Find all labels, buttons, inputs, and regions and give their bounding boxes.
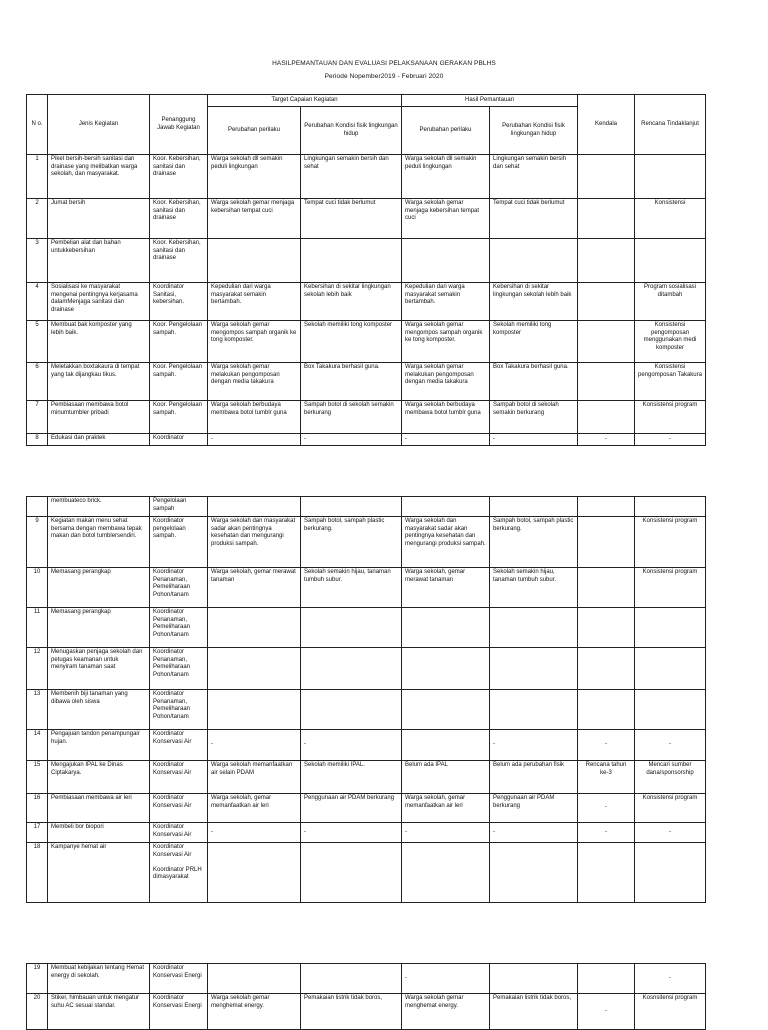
no-cell: 18 (27, 843, 48, 903)
penanggung-jawab-cell: Koordinator Penanaman, Pemeliharaan Pohon/tanam (150, 690, 208, 730)
target-kondisi-cell (301, 690, 402, 730)
penanggung-jawab-cell: Koor. Pengelolaan sampah. (150, 401, 208, 434)
rencana-cell: Mencari sumber dana/sponsorship (635, 761, 706, 794)
rencana-cell: Konsistensi program (635, 568, 706, 608)
hasil-kondisi-cell (490, 843, 578, 903)
target-kondisi-cell: - (301, 823, 402, 843)
jenis-kegiatan-cell: Pembiasaan membawa botol minumtumbler pribadi (48, 401, 150, 434)
target-kondisi-cell (301, 497, 402, 517)
hasil-kondisi-cell (490, 964, 578, 994)
jenis-kegiatan-cell: Membenih biji tanaman yang dibawa oleh siswa (48, 690, 150, 730)
hasil-perilaku-cell: - (402, 964, 490, 994)
target-perilaku-cell: - (208, 434, 301, 446)
hasil-perilaku-cell (402, 239, 490, 283)
jenis-kegiatan-cell: Kegiatan makan menu sehat bersama dengan membawa tepak makan dan botol tumblersendiri. (48, 517, 150, 568)
table-row (27, 823, 706, 843)
jenis-kegiatan-cell: Menugaskan penjaga sekolah dan petugas keamanan untuk menyiram tanaman saat (48, 648, 150, 690)
header-target-kondisi: Perubahan Kondisi fisik lingkungan hidup (301, 107, 402, 155)
hasil-kondisi-cell (490, 648, 578, 690)
target-perilaku-cell: Warga sekolah gemar mengompos sampah organik ke tong komposter. (208, 321, 301, 363)
rencana-cell: Konsistensi (635, 199, 706, 239)
no-cell: 1 (27, 155, 48, 199)
jenis-kegiatan-cell: Membuat bak komposter yang lebih baik. (48, 321, 150, 363)
penanggung-jawab-cell: Koor. Kebersihan, sanitasi dan drainase (150, 199, 208, 239)
no-cell: 9 (27, 517, 48, 568)
header-target-perilaku: Perubahan perilaku (208, 107, 301, 155)
table-row (27, 994, 706, 1030)
hasil-kondisi-cell: - (490, 823, 578, 843)
target-perilaku-cell (208, 648, 301, 690)
kendala-cell (578, 964, 635, 994)
hasil-kondisi-cell: Sampah botol, sampah plastic berkurang. (490, 517, 578, 568)
penanggung-jawab-cell: Koordinator Konservasi Energi (150, 964, 208, 994)
target-kondisi-cell (301, 964, 402, 994)
table-row (27, 964, 706, 994)
kendala-cell: - (578, 794, 635, 823)
table-row (27, 497, 706, 517)
monitoring-table-page-1 (26, 94, 706, 446)
jenis-kegiatan-cell: Memasang perangkap (48, 568, 150, 608)
jenis-kegiatan-cell: membuateco brick. (48, 497, 150, 517)
target-kondisi-cell (301, 239, 402, 283)
target-perilaku-cell (208, 690, 301, 730)
table-row (27, 690, 706, 730)
table-row (27, 730, 706, 761)
no-cell: 16 (27, 794, 48, 823)
table-row (27, 648, 706, 690)
kendala-cell (578, 517, 635, 568)
hasil-perilaku-cell: Belum ada IPAL (402, 761, 490, 794)
penanggung-jawab-cell: Koordinator Konservasi Air (150, 794, 208, 823)
hasil-kondisi-cell (490, 690, 578, 730)
target-kondisi-cell: Penggunaan air PDAM berkurang (301, 794, 402, 823)
target-perilaku-cell (208, 497, 301, 517)
no-cell: 11 (27, 608, 48, 648)
rencana-cell: Konsistensi program (635, 794, 706, 823)
target-kondisi-cell: Kebersihan di sekitar lingkungan sekolah lebih baik (301, 283, 402, 321)
hasil-perilaku-cell (402, 497, 490, 517)
no-cell: 3 (27, 239, 48, 283)
hasil-kondisi-cell: Penggunaan air PDAM berkurang (490, 794, 578, 823)
hasil-perilaku-cell (402, 843, 490, 903)
kendala-cell (578, 283, 635, 321)
target-kondisi-cell: Pemakaian listrik tidak boros, (301, 994, 402, 1030)
hasil-kondisi-cell: - (490, 730, 578, 761)
hasil-kondisi-cell: Sampah botol di sekolah semakin berkurang (490, 401, 578, 434)
header-penanggung-jawab: Penanggung Jawab Kegiatan (150, 95, 208, 155)
penanggung-jawab-cell: Pengelolaan sampah (150, 497, 208, 517)
no-cell: 6 (27, 363, 48, 401)
target-kondisi-cell (301, 648, 402, 690)
no-cell: 15 (27, 761, 48, 794)
hasil-perilaku-cell: Warga sekolah gemar menghemat energy. (402, 994, 490, 1030)
jenis-kegiatan-cell: Pembelian alat dan bahan untukkebersihan (48, 239, 150, 283)
target-perilaku-cell: - (208, 823, 301, 843)
hasil-kondisi-cell: Tempat cuci tidak berlumut (490, 199, 578, 239)
hasil-perilaku-cell: Warga sekolah gemar menjaga kebersihan tempat cuci (402, 199, 490, 239)
hasil-kondisi-cell: Sekolah memiliki tong komposter (490, 321, 578, 363)
jenis-kegiatan-cell: Kampanye hemat air (48, 843, 150, 903)
target-kondisi-cell (301, 608, 402, 648)
table-row (27, 239, 706, 283)
hasil-perilaku-cell: Warga sekolah berbudaya membawa botol tumblr guna (402, 401, 490, 434)
report-title: HASILPEMANTAUAN DAN EVALUASI PELAKSANAAN GERAKAN PBLHS (272, 60, 496, 67)
hasil-perilaku-cell (402, 730, 490, 761)
hasil-kondisi-cell (490, 497, 578, 517)
header-kendala: Kendala (578, 95, 635, 155)
rencana-cell: Konsistensi pengomposan Takakura (635, 363, 706, 401)
hasil-kondisi-cell: Sekolah semakin hijau, tanaman tumbuh subur. (490, 568, 578, 608)
no-cell: 20 (27, 994, 48, 1030)
penanggung-jawab-cell: Koor. Pengelolaan sampah. (150, 321, 208, 363)
penanggung-jawab-cell: Koordinator Konservasi Air (150, 730, 208, 761)
table-row (27, 517, 706, 568)
hasil-perilaku-cell: Warga sekolah, gemar memanfaatkan air leri (402, 794, 490, 823)
target-perilaku-cell: Warga sekolah dan masyarakat sadar akan pentingnya kesehatan dan mengurangi produksi sampah. (208, 517, 301, 568)
hasil-kondisi-cell (490, 608, 578, 648)
kendala-cell (578, 321, 635, 363)
hasil-perilaku-cell: Warga sekolah gemar melakukan pengomposan dengan media takakura (402, 363, 490, 401)
kendala-cell (578, 401, 635, 434)
no-cell: 14 (27, 730, 48, 761)
rencana-cell: - (635, 823, 706, 843)
kendala-cell: - (578, 994, 635, 1030)
target-perilaku-cell: Kepedulian dari warga masyarakat semakin bertambah. (208, 283, 301, 321)
target-perilaku-cell: Warga sekolah memanfaatkan air selain PDAM (208, 761, 301, 794)
kendala-cell (578, 690, 635, 730)
rencana-cell (635, 843, 706, 903)
hasil-perilaku-cell (402, 690, 490, 730)
jenis-kegiatan-cell: Membuat kebijakan tentang Hemat energy di sekolah. (48, 964, 150, 994)
kendala-cell (578, 568, 635, 608)
jenis-kegiatan-cell: Meletakkan boxtakaura di tempat yang tak dijangkau tikus. (48, 363, 150, 401)
no-cell: 7 (27, 401, 48, 434)
penanggung-jawab-cell: Koordinator Sanitasi, kebersihan. (150, 283, 208, 321)
rencana-cell: Konsistensi pengomposan menggunakan medi komposter (635, 321, 706, 363)
hasil-perilaku-cell: Warga sekolah, gemar merawat tanaman (402, 568, 490, 608)
target-kondisi-cell: - (301, 730, 402, 761)
table-row (27, 199, 706, 239)
target-perilaku-cell: Warga sekolah berbudaya membawa botol tumblr guna (208, 401, 301, 434)
rencana-cell: Kosnsitensi program (635, 994, 706, 1030)
rencana-cell (635, 608, 706, 648)
kendala-cell (578, 239, 635, 283)
jenis-kegiatan-cell: Edukasi dan praktek (48, 434, 150, 446)
jenis-kegiatan-cell: Pembiasaan membawa air leri (48, 794, 150, 823)
target-kondisi-cell: - (301, 434, 402, 446)
target-perilaku-cell: Warga sekolah gemar menghemat energy. (208, 994, 301, 1030)
rencana-cell: Konsistensi program (635, 517, 706, 568)
header-no: N o. (27, 95, 48, 155)
rencana-cell: Konsistensi program (635, 401, 706, 434)
target-perilaku-cell (208, 964, 301, 994)
target-perilaku-cell: Warga sekolah dll semakin peduli lingkungan (208, 155, 301, 199)
header-hasil-kondisi: Perubahan Kondisi fisik lingkungan hidup (490, 107, 578, 155)
kendala-cell (578, 155, 635, 199)
target-kondisi-cell: Tempat cuci tidak berlumut (301, 199, 402, 239)
header-rencana: Rencana Tindaklanjut (635, 95, 706, 155)
target-perilaku-cell (208, 843, 301, 903)
jenis-kegiatan-cell: Piket bersih-bersih sanitasi dan drainase yang melibatkan warga sekolah, dan masyarakat. (48, 155, 150, 199)
hasil-perilaku-cell: Kepedulian dari warga masyarakat semakin bertambah. (402, 283, 490, 321)
target-perilaku-cell: Warga sekolah gemar menjaga kebersihan tempat cuci (208, 199, 301, 239)
kendala-cell: - (578, 730, 635, 761)
no-cell: 12 (27, 648, 48, 690)
hasil-perilaku-cell: Warga sekolah dll semakin peduli lingkungan (402, 155, 490, 199)
hasil-kondisi-cell (490, 239, 578, 283)
rencana-cell (635, 648, 706, 690)
no-cell: 2 (27, 199, 48, 239)
target-perilaku-cell: Warga sekolah, gemar merawat tanaman (208, 568, 301, 608)
rencana-cell (635, 239, 706, 283)
penanggung-jawab-cell: Koordinator Konservasi Air (150, 823, 208, 843)
target-kondisi-cell: Lingkungan semakin bersih dan sehat (301, 155, 402, 199)
header-hasil-perilaku: Perubahan perilaku (402, 107, 490, 155)
penanggung-jawab-cell: Koordinator Konservasi Air (150, 761, 208, 794)
hasil-perilaku-cell: - (402, 434, 490, 446)
table-row (27, 401, 706, 434)
penanggung-jawab-cell: Koor. Kebersihan, sanitasi dan drainase (150, 155, 208, 199)
table-row (27, 363, 706, 401)
target-perilaku-cell (208, 608, 301, 648)
target-kondisi-cell: Sampah botol di sekolah semakin berkurang (301, 401, 402, 434)
jenis-kegiatan-cell: Memasang perangkap (48, 608, 150, 648)
rencana-cell: Program sosialisasi ditambah (635, 283, 706, 321)
target-kondisi-cell: Sampah botol, sampah plastic berkurang. (301, 517, 402, 568)
penanggung-jawab-cell: Koordinator Konservasi Air Koordinator PRLH dimasyarakat (150, 843, 208, 903)
penanggung-jawab-cell: Koor. Pengelolaan sampah. (150, 363, 208, 401)
jenis-kegiatan-cell: Stiker, himbauan untuk mengatur suhu AC sesuai standar. (48, 994, 150, 1030)
no-cell: 10 (27, 568, 48, 608)
penanggung-jawab-cell: Koordinator pengelolaan sampah. (150, 517, 208, 568)
target-kondisi-cell: Sekolah memiliki IPAL. (301, 761, 402, 794)
rencana-cell (635, 497, 706, 517)
report-period: Periode Nopember2019 - Februari 2020 (324, 73, 444, 80)
target-kondisi-cell: Sekolah semakin hijau, tanaman tumbuh subur. (301, 568, 402, 608)
kendala-cell (578, 648, 635, 690)
hasil-perilaku-cell (402, 648, 490, 690)
header-target-capaian: Target Capaian Kegiatan (208, 95, 402, 107)
hasil-kondisi-cell: - (490, 434, 578, 446)
hasil-perilaku-cell (402, 608, 490, 648)
penanggung-jawab-cell: Koordinator Konservasi Energi (150, 994, 208, 1030)
kendala-cell: - (578, 823, 635, 843)
penanggung-jawab-cell: Koordinator Penanaman, Pemeliharaan Pohon/tanam (150, 568, 208, 608)
hasil-kondisi-cell: Pemakaian listrik tidak boros, (490, 994, 578, 1030)
monitoring-table-page-2 (26, 496, 706, 903)
rencana-cell: - (635, 964, 706, 994)
hasil-kondisi-cell: Belum ada perubahan fisik (490, 761, 578, 794)
hasil-kondisi-cell: Kebersihan di sekitar lingkungan sekolah lebih baik (490, 283, 578, 321)
header-hasil-pemantauan: Hasil Pemantauan (402, 95, 578, 107)
rencana-cell: - (635, 730, 706, 761)
header-jenis-kegiatan: Jenis Kegiatan (48, 95, 150, 155)
jenis-kegiatan-cell: Mengajukan IPAL ke Dinas Ciptakarya. (48, 761, 150, 794)
no-cell: 4 (27, 283, 48, 321)
no-cell: 5 (27, 321, 48, 363)
no-cell: 17 (27, 823, 48, 843)
rencana-cell (635, 690, 706, 730)
jenis-kegiatan-cell: Membeli bor biopori (48, 823, 150, 843)
table-row (27, 608, 706, 648)
table-row (27, 794, 706, 823)
kendala-cell (578, 497, 635, 517)
rencana-cell (635, 155, 706, 199)
target-kondisi-cell (301, 843, 402, 903)
kendala-cell (578, 608, 635, 648)
no-cell: 19 (27, 964, 48, 994)
hasil-perilaku-cell: Warga sekolah dan masyarakat sadar akan pentingnya kesehatan dan mengurangi produksi sampah. (402, 517, 490, 568)
table-row (27, 568, 706, 608)
target-perilaku-cell: - (208, 730, 301, 761)
no-cell: 8 (27, 434, 48, 446)
target-kondisi-cell: Box Takakura berhasil guna. (301, 363, 402, 401)
monitoring-table-page-3 (26, 963, 706, 1030)
penanggung-jawab-cell: Koor. Kebersihan, sanitasi dan drainase (150, 239, 208, 283)
table-row (27, 843, 706, 903)
jenis-kegiatan-cell: Sosialisasi ke masyarakat mengenai pentingnya kerjasama dalamMenjaga sanitasi dan drainase (48, 283, 150, 321)
table-row (27, 761, 706, 794)
kendala-cell: - (578, 434, 635, 446)
penanggung-jawab-cell: Koordinator Penanaman, Pemeliharaan Pohon/tanam (150, 608, 208, 648)
target-perilaku-cell (208, 239, 301, 283)
kendala-cell (578, 199, 635, 239)
hasil-kondisi-cell: Lingkungan semakin bersih dan sehat (490, 155, 578, 199)
penanggung-jawab-cell: Koordinator Penanaman, Pemeliharaan Pohon/tanam (150, 648, 208, 690)
target-kondisi-cell: Sekolah memiliki tong komposter (301, 321, 402, 363)
jenis-kegiatan-cell: Jumat bersih (48, 199, 150, 239)
table-row (27, 155, 706, 199)
hasil-perilaku-cell: - (402, 823, 490, 843)
no-cell: 13 (27, 690, 48, 730)
hasil-perilaku-cell: Warga sekolah gemar mengompos sampah organik ke tong komposter. (402, 321, 490, 363)
table-row (27, 283, 706, 321)
kendala-cell (578, 363, 635, 401)
table-row (27, 321, 706, 363)
target-perilaku-cell: Warga sekolah gemar melakukan pengomposan dengan media takakura (208, 363, 301, 401)
target-perilaku-cell: Warga sekolah, gemar memanfaatkan air leri (208, 794, 301, 823)
kendala-cell (578, 843, 635, 903)
hasil-kondisi-cell: Box Takakura berhasil guna. (490, 363, 578, 401)
table-row (27, 434, 706, 446)
kendala-cell: Rencana tahun ke-3 (578, 761, 635, 794)
rencana-cell: - (635, 434, 706, 446)
penanggung-jawab-cell: Koordinator (150, 434, 208, 446)
no-cell (27, 497, 48, 517)
jenis-kegiatan-cell: Pengajuan tandon penampungair hujan. (48, 730, 150, 761)
